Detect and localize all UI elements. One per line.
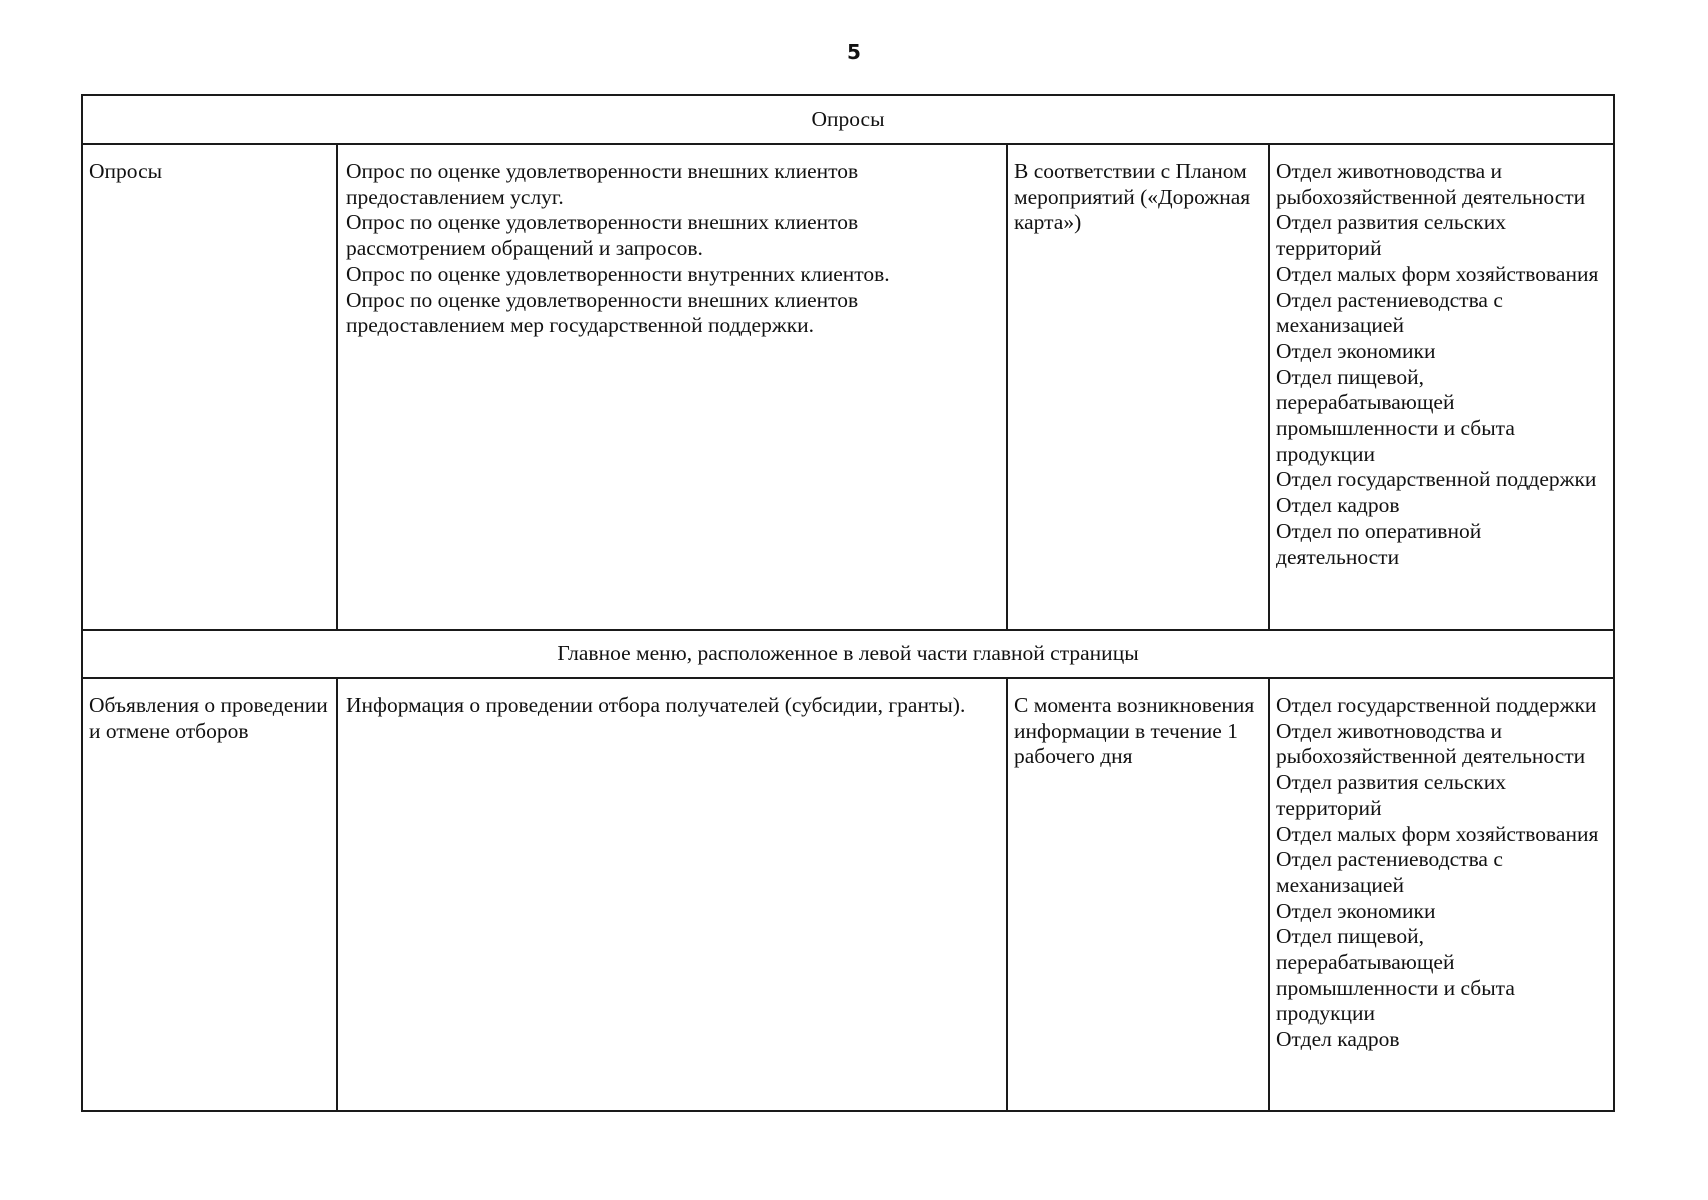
responsible-item: Отдел малых форм хозяйствования — [1276, 821, 1599, 846]
table-row — [82, 678, 1614, 1111]
responsible-item: Отдел малых форм хозяйствования — [1276, 261, 1599, 286]
timing-text: С момента возникновения информации в течение 1 рабочего дня — [1014, 693, 1255, 769]
row-name-cell — [82, 144, 337, 630]
responsible-item: Отдел государственной поддержки — [1276, 693, 1597, 717]
responsible-item: Отдел пищевой, перерабатывающей промышленности и сбыта продукции — [1276, 924, 1515, 1026]
timing-text: В соответствии с Планом мероприятий («Дорожная карта») — [1014, 159, 1251, 235]
responsible-item: Отдел растениеводства с механизацией — [1276, 847, 1503, 897]
responsible-item: Отдел по оперативной деятельности — [1276, 518, 1482, 569]
document-table — [81, 94, 1615, 1112]
row-name: Объявления о проведении и отмене отборов — [89, 693, 328, 743]
responsible-cell — [1269, 144, 1614, 630]
section-title: Опросы — [82, 95, 1614, 144]
page-number: 5 — [847, 40, 861, 64]
responsible-item: Отдел развития сельских территорий — [1276, 770, 1506, 820]
responsible-item: Отдел растениеводства с механизацией — [1276, 287, 1503, 338]
content-item: Опрос по оценке удовлетворенности внешних клиентов рассмотрением обращений и запросов. — [346, 210, 859, 261]
content-item: Информация о проведении отбора получателей (субсидии, гранты). — [346, 693, 966, 717]
timing-cell — [1007, 144, 1269, 630]
responsible-item: Отдел пищевой, перерабатывающей промышленности и сбыта продукции — [1276, 364, 1515, 466]
responsible-item: Отдел животноводства и рыбохозяйственной деятельности — [1276, 159, 1586, 209]
table-row — [82, 144, 1614, 630]
responsible-item: Отдел экономики — [1276, 898, 1436, 923]
responsible-cell — [1269, 678, 1614, 1111]
section-title: Главное меню, расположенное в левой части главной страницы — [82, 630, 1614, 678]
responsible-item: Отдел животноводства и рыбохозяйственной деятельности — [1276, 718, 1586, 769]
responsible-item: Отдел кадров — [1276, 493, 1400, 518]
content-item: Опрос по оценке удовлетворенности внешних клиентов предоставлением мер государственной поддержки. — [346, 287, 859, 338]
responsible-item: Отдел экономики — [1276, 338, 1436, 363]
content-cell — [337, 678, 1007, 1111]
responsible-item: Отдел развития сельских территорий — [1276, 210, 1506, 261]
content-item: Опрос по оценке удовлетворенности внешних клиентов предоставлением услуг. — [346, 159, 859, 209]
row-name: Опросы — [89, 159, 163, 183]
responsible-item: Отдел государственной поддержки — [1276, 467, 1597, 492]
timing-cell — [1007, 678, 1269, 1111]
responsible-item: Отдел кадров — [1276, 1027, 1400, 1052]
section-header-row — [82, 630, 1614, 678]
content-item: Опрос по оценке удовлетворенности внутренних клиентов. — [346, 261, 890, 286]
content-cell — [337, 144, 1007, 630]
section-header-row — [82, 95, 1614, 144]
row-name-cell — [82, 678, 337, 1111]
